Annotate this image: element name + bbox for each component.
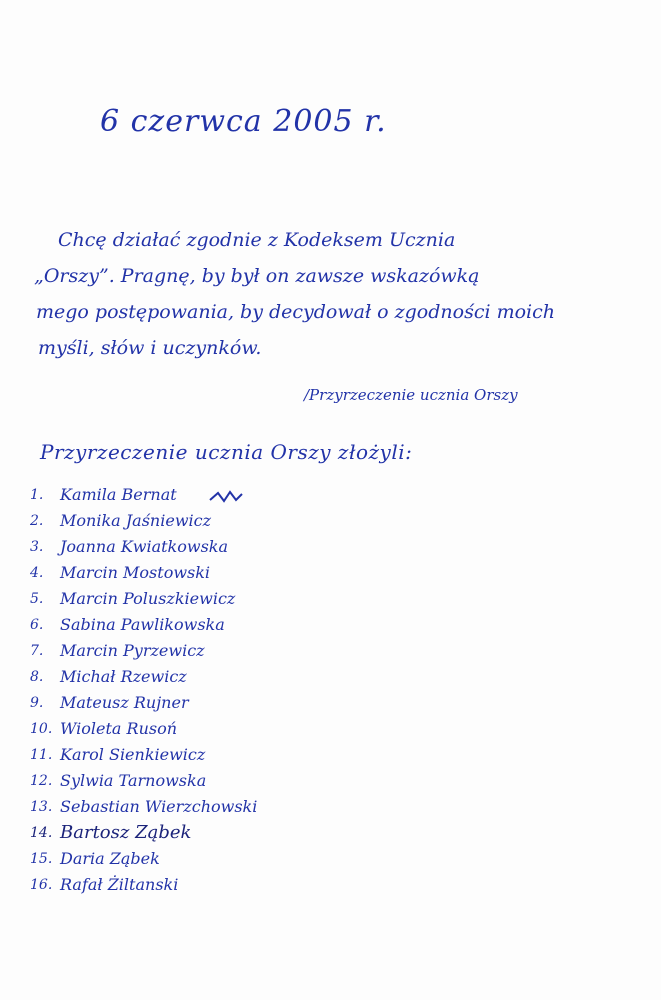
item-number: 11. [30, 747, 53, 763]
pledge-text [34, 222, 634, 366]
list-item [30, 690, 350, 716]
list-item [30, 560, 350, 586]
signer-name: Mateusz Rujner [60, 693, 189, 712]
item-number: 8. [30, 669, 44, 685]
item-number: 10. [30, 721, 53, 737]
list-item [30, 586, 350, 612]
signer-name: Marcin Mostowski [60, 563, 211, 582]
item-number: 9. [30, 695, 44, 711]
signer-name: Daria Ząbek [60, 849, 160, 868]
item-number: 7. [30, 643, 44, 659]
list-item [30, 872, 350, 898]
signer-name: Sebastian Wierzchowski [60, 797, 258, 816]
item-number: 3. [30, 539, 44, 555]
list-item [30, 794, 350, 820]
item-number: 13. [30, 799, 53, 815]
item-number: 14. [30, 825, 53, 841]
item-number: 4. [30, 565, 44, 581]
item-number: 12. [30, 773, 53, 789]
list-item [30, 846, 350, 872]
item-number: 5. [30, 591, 44, 607]
item-number: 2. [30, 513, 44, 529]
signer-name: Joanna Kwiatkowska [60, 537, 229, 556]
item-number: 6. [30, 617, 44, 633]
ink-scribble-mark [208, 490, 244, 504]
signer-name: Michał Rzewicz [60, 667, 187, 686]
list-item [30, 664, 350, 690]
date-heading: 6 czerwca 2005 r. [100, 104, 387, 139]
list-item [30, 638, 350, 664]
signer-name: Bartosz Ząbek [60, 822, 192, 843]
list-item [30, 508, 350, 534]
item-number: 16. [30, 877, 53, 893]
signer-name: Sylwia Tarnowska [60, 771, 207, 790]
list-item [30, 820, 350, 846]
pledge-line: mego postępowania, by decydował o zgodności moich [36, 301, 556, 323]
list-item [30, 768, 350, 794]
list-item [30, 716, 350, 742]
signer-name: Monika Jaśniewicz [60, 511, 212, 530]
signer-name: Rafał Żiltanski [60, 875, 179, 894]
signers-heading: Przyrzeczenie ucznia Orszy złożyli: [40, 440, 413, 464]
pledge-caption: /Przyrzeczenie ucznia Orszy [304, 386, 518, 404]
list-item [30, 534, 350, 560]
signer-name: Sabina Pawlikowska [60, 615, 225, 634]
item-number: 1. [30, 487, 44, 503]
signers-list [30, 482, 350, 898]
pledge-line: myśli, słów i uczynków. [38, 337, 262, 359]
signer-name: Marcin Pyrzewicz [60, 641, 205, 660]
pledge-line: „Orszy”. Pragnę, by był on zawsze wskazówką [34, 265, 480, 287]
signer-name: Wioleta Rusoń [60, 719, 178, 738]
signer-name: Karol Sienkiewicz [60, 745, 206, 764]
list-item [30, 612, 350, 638]
signer-name: Kamila Bernat [60, 485, 177, 504]
list-item [30, 742, 350, 768]
list-item [30, 482, 350, 508]
signer-name: Marcin Poluszkiewicz [60, 589, 236, 608]
item-number: 15. [30, 851, 53, 867]
pledge-line: Chcę działać zgodnie z Kodeksem Ucznia [58, 229, 456, 251]
